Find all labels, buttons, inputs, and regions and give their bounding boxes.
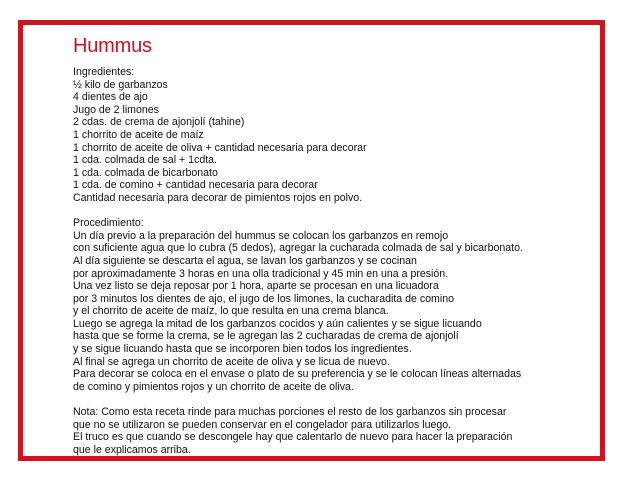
ingredient-item: Cantidad necesaria para decorar de pimientos rojos en polvo. [73, 191, 363, 204]
ingredients-section [73, 66, 593, 205]
procedure-line: con suficiente agua que lo cubra (5 dedos), agregar la cucharada colmada de sal y bicarbonato. [73, 242, 523, 255]
procedure-heading: Procedimiento: [73, 217, 144, 230]
procedure-line: hasta que se forme la crema, se le agregan las 2 cucharadas de crema de ajonjolí [73, 330, 459, 343]
recipe-title: Hummus [73, 35, 152, 57]
procedure-line: y el chorrito de aceite de maíz, lo que resulta en una crema blanca. [73, 305, 389, 318]
procedure-line: de comino y pimientos rojos y un chorrito de aceite de oliva. [73, 380, 354, 393]
procedure-line: Al final se agrega un chorrito de aceite de oliva y se licua de nuevo. [73, 355, 390, 368]
ingredient-item: 2 cdas. de crema de ajonjolí (tahine) [73, 116, 245, 129]
ingredients-heading: Ingredientes: [73, 66, 135, 78]
procedure-line: y se sigue licuando hasta que se incorporen bien todos los ingredientes. [73, 343, 412, 356]
procedure-line: Al día siguiente se descarta el agua, se lavan los garbanzos y se cocinan [73, 254, 417, 267]
ingredient-item: 1 cda. de comino + cantidad necesaria para decorar [73, 179, 318, 192]
ingredient-item: 1 chorrito de aceite de maíz [73, 128, 204, 141]
section-spacer [73, 205, 593, 218]
note-line: que le explicamos arriba. [73, 443, 191, 456]
procedure-line: Una vez listo se deja reposar por 1 hora, aparte se procesan en una licuadora [73, 280, 439, 293]
ingredient-item: 1 cda. colmada de bicarbonato [73, 166, 218, 179]
ingredient-item: 4 dientes de ajo [73, 91, 148, 104]
section-spacer [73, 393, 593, 406]
note-section [73, 406, 593, 456]
procedure-line: Un día previo a la preparación del hummus se colocan los garbanzos en remojo [73, 229, 449, 242]
procedure-line: Luego se agrega la mitad de los garbanzos cocidos y aún calientes y se sigue licuando [73, 317, 482, 330]
note-line: El truco es que cuando se descongele hay que calentarlo de nuevo para hacer la preparación [73, 431, 513, 444]
ingredient-item: 1 chorrito de aceite de oliva + cantidad necesaria para decorar [73, 141, 367, 154]
procedure-line: por 3 minutos los dientes de ajo, el jugo de los limones, la cucharadita de comino [73, 292, 455, 305]
ingredient-item: ½ kilo de garbanzos [73, 78, 168, 91]
procedure-line: por aproximadamente 3 horas en una olla tradicional y 45 min en una a presión. [73, 267, 449, 280]
procedure-section [73, 217, 593, 393]
ingredient-item: 1 cda. colmada de sal + 1cdta. [73, 154, 217, 167]
note-line: que no se utilizaron se pueden conservar en el congelador para utilizarlos luego. [73, 418, 452, 431]
ingredient-item: Jugo de 2 limones [73, 103, 159, 116]
procedure-line: Para decorar se coloca en el envase o plato de su preferencia y se le colocan líneas alternadas [73, 368, 522, 381]
note-line: Nota: Como esta receta rinde para muchas porciones el resto de los garbanzos sin procesar [73, 406, 507, 419]
recipe-content [73, 34, 593, 456]
